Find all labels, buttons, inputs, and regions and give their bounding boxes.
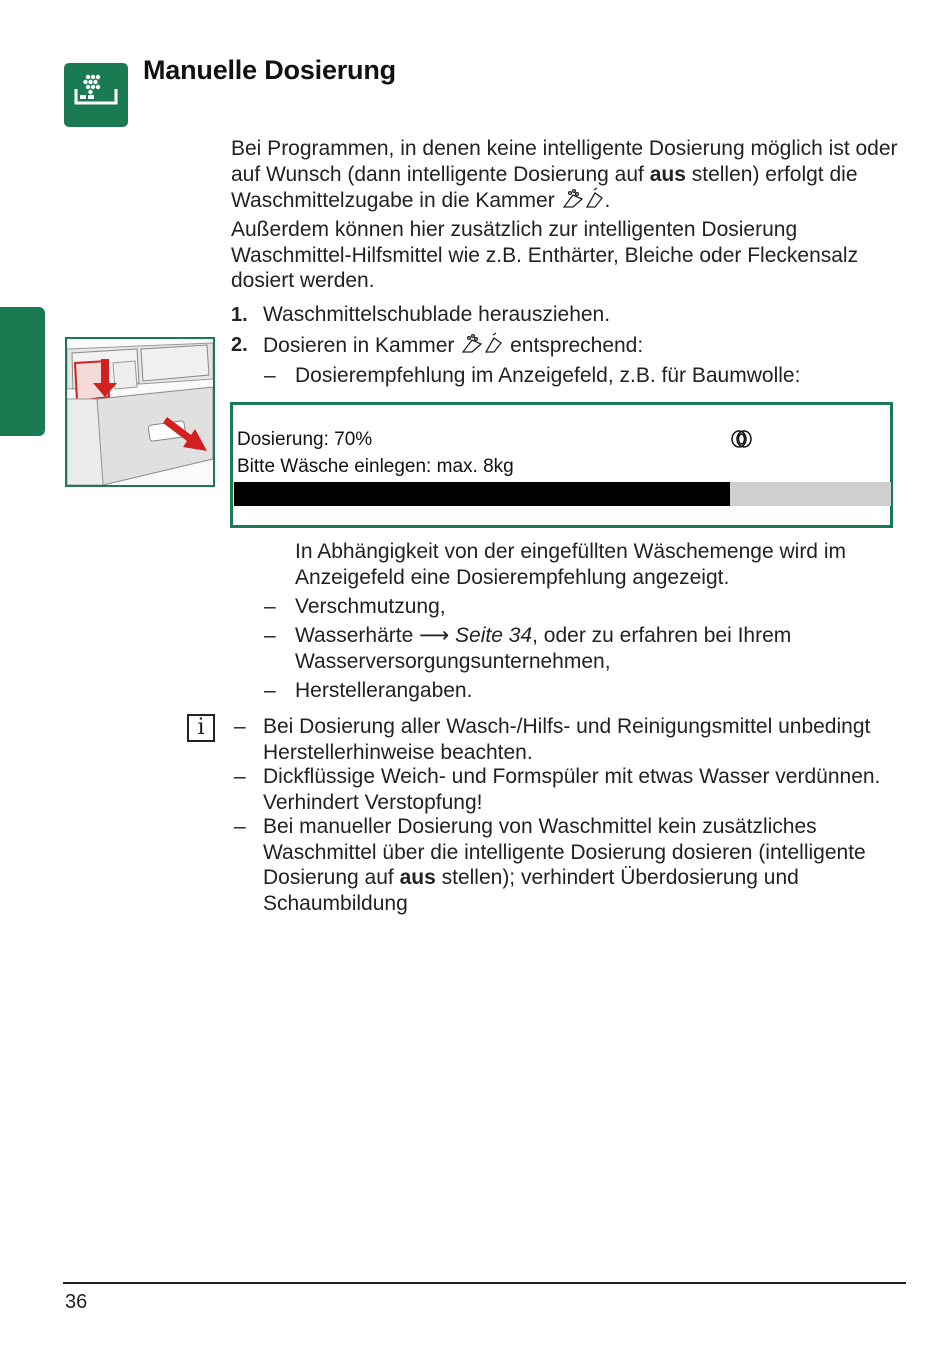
dash: –	[234, 715, 246, 738]
info-item-3	[263, 814, 893, 916]
intro-text: Bei Programmen, in denen keine intelligente Dosierung möglich ist oder auf Wunsch (dann intelligente Dosierung auf	[231, 137, 898, 186]
intro-paragraph-1	[231, 136, 911, 216]
page-number: 36	[65, 1291, 88, 1313]
dosage-bar	[234, 482, 891, 506]
chamber-symbol-icon	[460, 332, 504, 361]
step-2-text-after: entsprechend:	[510, 333, 644, 357]
step-2-number: 2.	[231, 334, 248, 356]
footer-divider	[63, 1282, 906, 1284]
display-panel	[230, 402, 893, 528]
sub-item-manufacturer: Herstellerangaben.	[295, 679, 473, 702]
dash: –	[264, 679, 276, 702]
chapter-tab	[0, 307, 45, 436]
step-1-number: 1.	[231, 304, 248, 326]
drawer-illustration	[65, 337, 215, 487]
dash: –	[264, 364, 276, 387]
page-title: Manuelle Dosierung	[143, 55, 396, 85]
page-reference-link[interactable]: Seite 34	[455, 624, 533, 647]
water-hardness-text: Wasserhärte	[295, 624, 420, 647]
info-item-2: Dickflüssige Weich- und Formspüler mit etwas Wasser verdünnen. Verhindert Verstopfung!	[263, 765, 881, 814]
info-item-3-text: Bei manueller Dosierung von Waschmittel kein zusätzliches Waschmittel über die intelligente Dosierung dosieren (intelligente Dosierung auf	[263, 815, 866, 889]
display-dosage-text: Dosierung: 70%	[237, 429, 373, 450]
intro-text-2: stellen) erfolgt die Waschmittelzugabe in die Kammer	[231, 162, 858, 212]
step-2-text-before: Dosieren in Kammer	[263, 333, 455, 357]
bold-aus: aus	[399, 866, 436, 889]
period: .	[604, 188, 611, 212]
dash: –	[234, 815, 246, 838]
info-item-3-text-2: stellen); verhindert Überdosierung und Schaumbildung	[263, 866, 799, 915]
display-load-text: Bitte Wäsche einlegen: max. 8kg	[237, 456, 514, 477]
explanation-text: In Abhängigkeit von der eingefüllten Wäschemenge wird im Anzeigefeld eine Dosierempfehlung angezeigt.	[295, 540, 846, 589]
step-2-text	[263, 332, 643, 361]
dash: –	[264, 595, 276, 618]
sub-item-water-hardness	[295, 623, 895, 674]
sub-item-soiling: Verschmutzung,	[295, 595, 446, 618]
info-icon: i	[187, 714, 215, 742]
info-item-1	[263, 714, 883, 765]
water-hardness-text-2: , oder zu erfahren bei Ihrem Wasserversorgungsunternehmen,	[295, 624, 792, 673]
intro-paragraph-2: Außerdem können hier zusätzlich zur intelligenten Dosierung Waschmittel-Hilfsmittel wie z.B. Enthärter, Bleiche oder Fleckensalz dosiert werden.	[231, 218, 859, 292]
chamber-symbol-icon	[561, 187, 605, 216]
dash: –	[234, 765, 246, 788]
dosage-bar-fill	[234, 482, 730, 506]
detergent-dosing-icon	[64, 63, 128, 127]
sub-item-recommendation: Dosierempfehlung im Anzeigefeld, z.B. für Baumwolle:	[295, 364, 801, 387]
dash: –	[264, 624, 276, 647]
wash-cotton-symbol-icon	[730, 428, 754, 455]
arrow-right-icon: ⟶	[419, 624, 450, 647]
info-item-1-text: Bei Dosierung aller Wasch-/Hilfs- und Reinigungsmittel unbedingt Herstellerhinweise beachten.	[263, 715, 871, 764]
step-1-text: Waschmittelschublade herausziehen.	[263, 303, 611, 326]
bold-aus: aus	[649, 162, 686, 186]
